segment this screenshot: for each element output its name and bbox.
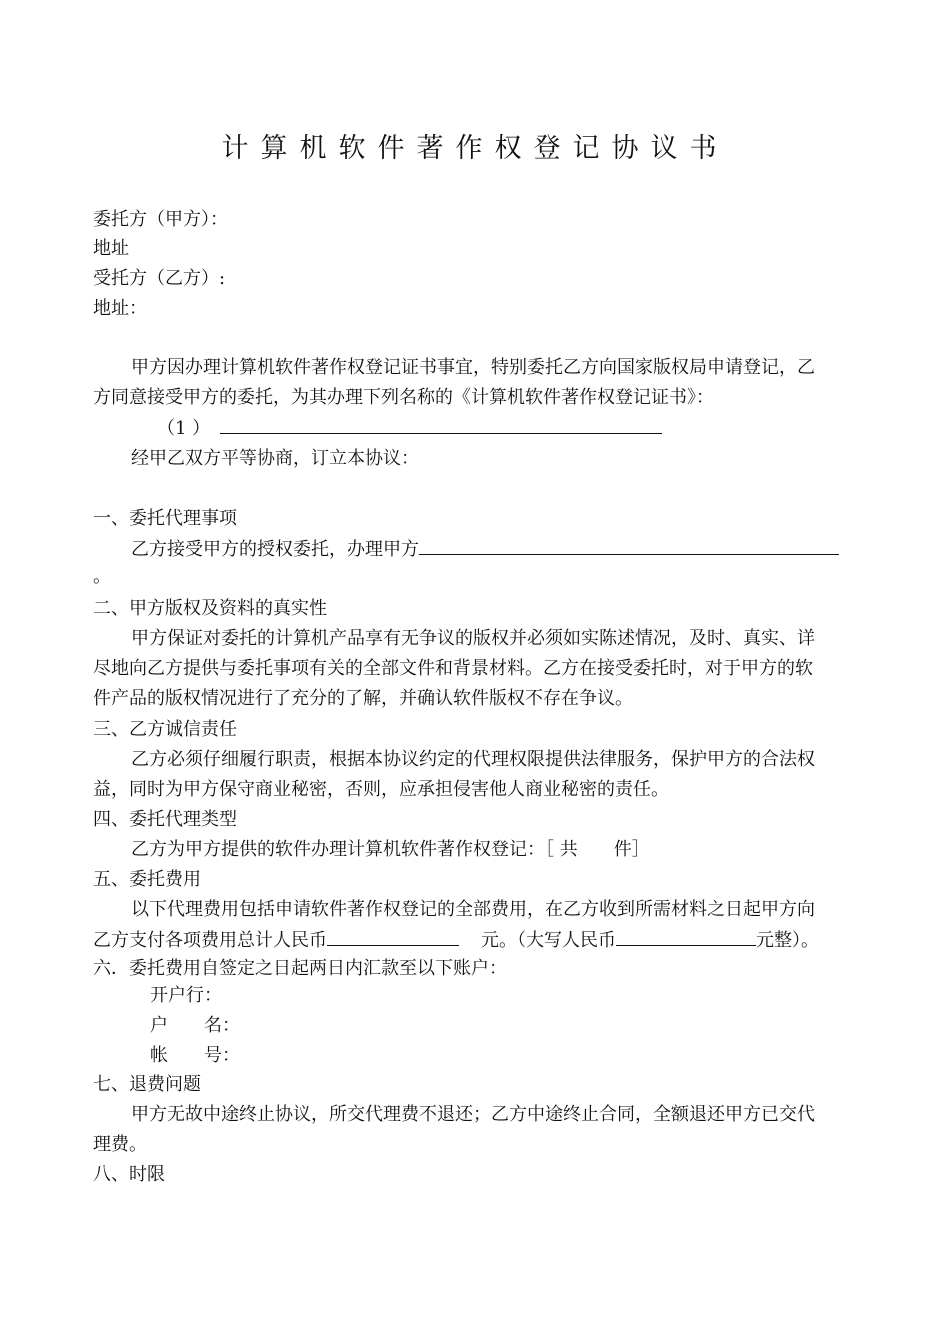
agreement-line: 经甲乙双方平等协商，订立本协议： — [131, 448, 419, 469]
party-a-label: 委托方（甲方）： — [93, 209, 228, 230]
fee-capital-blank[interactable] — [616, 929, 756, 946]
bank-label: 开户行： — [150, 985, 222, 1006]
section-3-heading: 三、乙方诚信责任 — [93, 719, 237, 740]
section-1-text: 乙方接受甲方的授权委托，办理甲方 — [131, 539, 419, 560]
section-7-line-1: 甲方无故中途终止协议，所交代理费不退还；乙方中途终止合同，全额退还甲方已交代 — [131, 1104, 815, 1125]
intro-paragraph-line-1: 甲方因办理计算机软件著作权登记证书事宜，特别委托乙方向国家版权局申请登记，乙 — [131, 357, 815, 378]
item-number: （1 ） — [157, 418, 211, 439]
section-8-heading: 八、时限 — [93, 1164, 165, 1185]
party-b-address-label: 地址： — [93, 298, 147, 319]
software-name-item — [157, 417, 662, 440]
section-6-heading: 六．委托费用自签定之日起两日内汇款至以下账户： — [93, 958, 507, 979]
section-2-line-1: 甲方保证对委托的计算机产品享有无争议的版权并必须如实陈述情况，及时、真实、详 — [131, 628, 815, 649]
section-2-line-2: 尽地向乙方提供与委托事项有关的全部文件和背景材料。乙方在接受委托时，对于甲方的软 — [93, 658, 813, 679]
section-5-heading: 五、委托费用 — [93, 869, 201, 890]
section-7-heading: 七、退费问题 — [93, 1074, 201, 1095]
authorized-matter-blank[interactable] — [419, 538, 839, 555]
account-number-label: 帐 号： — [150, 1045, 240, 1066]
section-3-line-2: 益，同时为甲方保守商业秘密，否则，应承担侵害他人商业秘密的责任。 — [93, 779, 669, 800]
section-4-heading: 四、委托代理类型 — [93, 809, 237, 830]
software-name-blank[interactable] — [220, 417, 662, 434]
fee-amount-blank[interactable] — [327, 929, 459, 946]
section-7-line-2: 理费。 — [93, 1134, 147, 1155]
section-4-line-1: 乙方为甲方提供的软件办理计算机软件著作权登记：［ 共 件］ — [131, 839, 650, 860]
section-2-line-3: 件产品的版权情况进行了充分的了解，并确认软件版权不存在争议。 — [93, 688, 633, 709]
section-5-line-2 — [93, 929, 819, 952]
party-a-address-label: 地址 — [93, 238, 129, 259]
section-1-end: 。 — [93, 566, 111, 587]
intro-paragraph-line-2: 方同意接受甲方的委托，为其办理下列名称的《计算机软件著作权登记证书》： — [93, 387, 714, 408]
section-5-line-1: 以下代理费用包括申请软件著作权登记的全部费用，在乙方收到所需材料之日起甲方向 — [131, 899, 815, 920]
account-name-label: 户 名： — [150, 1015, 240, 1036]
fee-total-label: 乙方支付各项费用总计人民币 — [93, 930, 327, 951]
party-b-label: 受托方（乙方）: — [93, 268, 226, 289]
fee-end-label: 元整）。 — [756, 930, 819, 951]
section-1-line-1 — [131, 538, 839, 561]
section-3-line-1: 乙方必须仔细履行职责，根据本协议约定的代理权限提供法律服务，保护甲方的合法权 — [131, 749, 815, 770]
section-1-heading: 一、委托代理事项 — [93, 508, 237, 529]
section-2-heading: 二、甲方版权及资料的真实性 — [93, 598, 327, 619]
document-title: 计算机软件著作权登记协议书 — [221, 133, 729, 164]
fee-capital-label: 元。（大写人民币 — [481, 930, 616, 951]
